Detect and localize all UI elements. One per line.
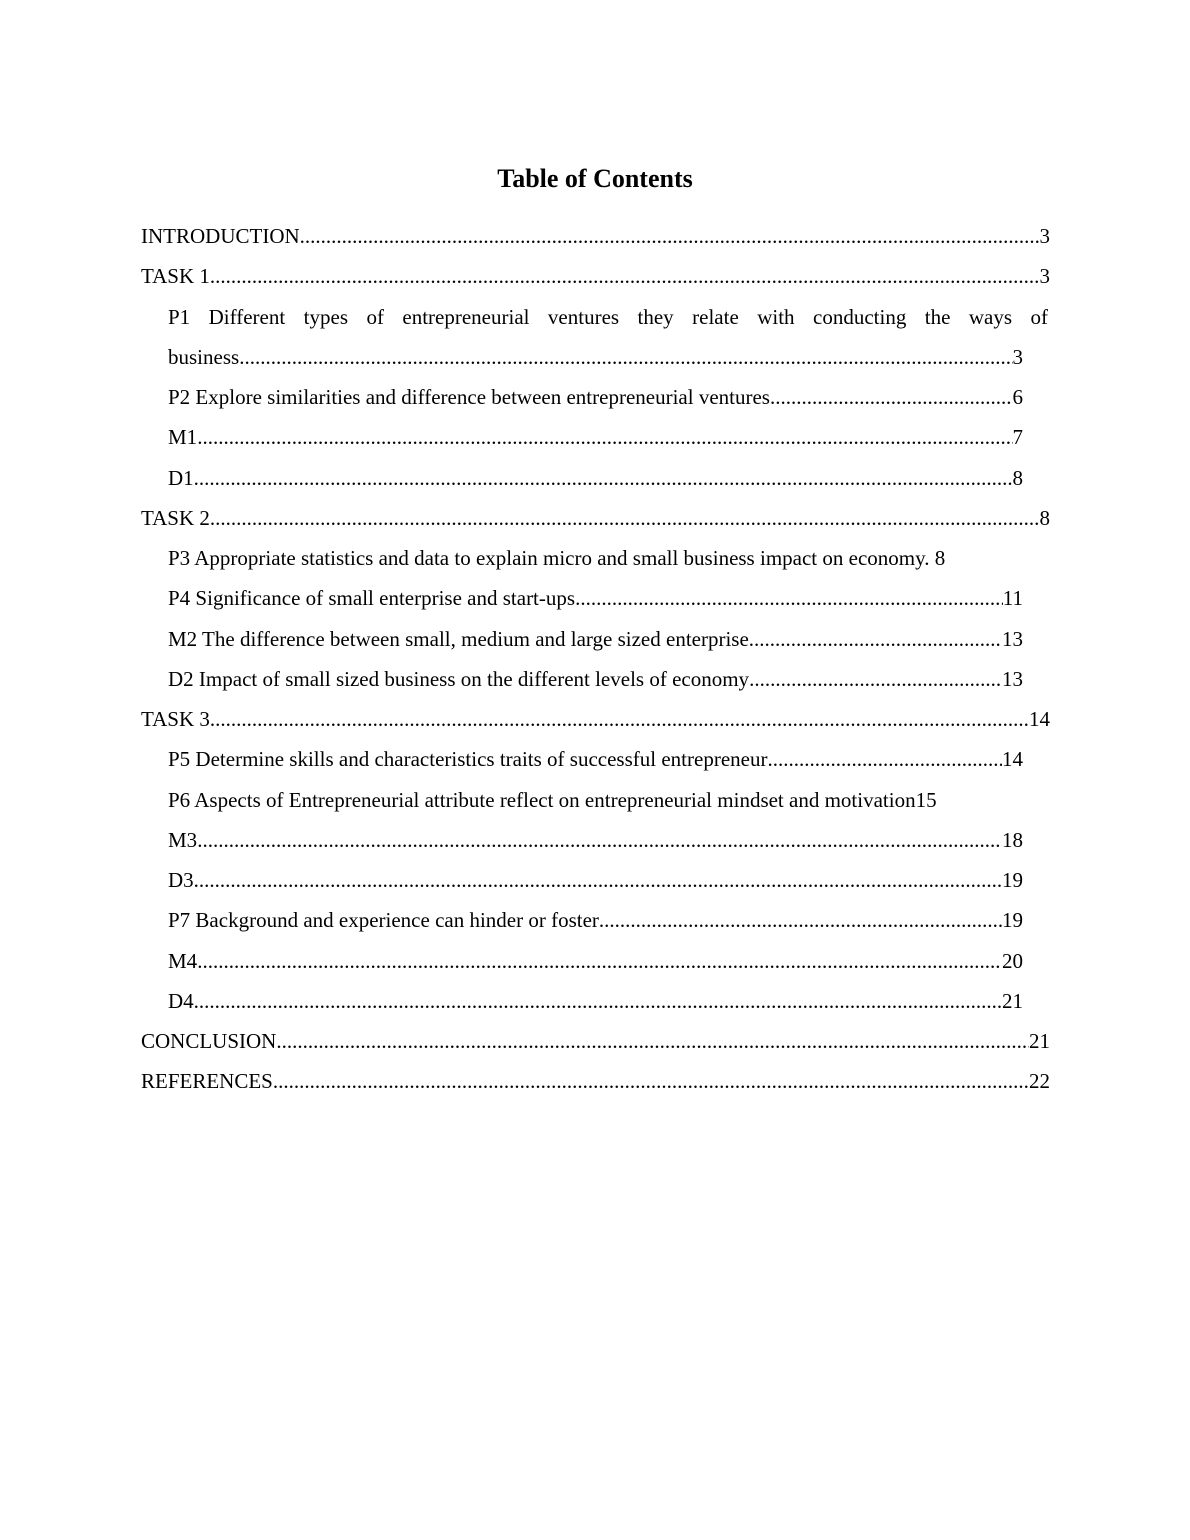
toc-page-number: 7 (1012, 425, 1023, 450)
toc-entry-task-1[interactable] (141, 256, 1050, 296)
toc-entry-d1[interactable] (168, 458, 1023, 498)
toc-page-number: 22 (1029, 1069, 1050, 1094)
toc-page-number: 21 (1029, 1029, 1050, 1053)
toc-entry-label: TASK 3 (141, 707, 210, 731)
toc-entry-label-line1: P1 Different types of entrepreneurial ventures they relate with conducting the ways of (168, 304, 1048, 329)
toc-entry-conclusion[interactable] (141, 1021, 1050, 1061)
toc-entry-p3[interactable] (168, 538, 1034, 578)
toc-entry-m2[interactable] (168, 619, 1023, 659)
toc-entry-task-3[interactable] (141, 699, 1050, 739)
toc-page-number: 8 (934, 546, 946, 570)
toc-entry-d3[interactable] (168, 860, 1023, 900)
toc-entry-p7[interactable] (168, 900, 1023, 940)
toc-page-number: 20 (1002, 948, 1023, 973)
toc-list (0, 216, 1190, 1102)
toc-entry-label: TASK 1 (141, 264, 210, 289)
toc-entry-p5[interactable] (168, 739, 1023, 779)
dot-leader (194, 458, 1013, 498)
toc-page-number: 19 (1002, 908, 1023, 933)
toc-entry-label: M3 (168, 827, 198, 852)
toc-entry-label: INTRODUCTION (141, 224, 300, 248)
dot-leader (767, 739, 1002, 779)
toc-entry-m1[interactable] (168, 417, 1023, 457)
dot-leader (194, 860, 1002, 900)
toc-entry-label: CONCLUSION (141, 1029, 277, 1053)
toc-entry-label: P4 Significance of small enterprise and start-ups (168, 586, 576, 611)
toc-page-number: 18 (1002, 827, 1023, 852)
toc-page-number: 15 (915, 787, 937, 812)
toc-entry-label: P3 Appropriate statistics and data to explain micro and small business impact on economy. (168, 546, 930, 570)
toc-page-number: 3 (1039, 224, 1050, 248)
toc-title: Table of Contents (497, 164, 693, 193)
dot-leader (770, 377, 1013, 417)
dot-leader (575, 578, 1003, 618)
toc-entry-label: M4 (168, 948, 198, 973)
dot-leader (194, 981, 1002, 1021)
toc-entry-label: P5 Determine skills and characteristics traits of successful entrepreneur (168, 747, 768, 772)
toc-entry-label: TASK 2 (141, 505, 210, 530)
toc-page-number: 21 (1002, 988, 1023, 1013)
toc-page-number: 13 (1002, 666, 1023, 691)
toc-entry-label: P2 Explore similarities and difference between entrepreneurial ventures (168, 385, 770, 409)
toc-entry-label: business (168, 344, 240, 369)
toc-entry-p4[interactable] (168, 578, 1023, 618)
dot-leader (197, 417, 1012, 457)
toc-entry-references[interactable] (141, 1061, 1050, 1101)
dot-leader (599, 900, 1002, 940)
dot-leader (749, 659, 1002, 699)
toc-page-number: 13 (1002, 626, 1023, 651)
toc-entry-label: D4 (168, 988, 194, 1013)
toc-entry-d4[interactable] (168, 981, 1023, 1021)
toc-page-number: 14 (1029, 707, 1050, 731)
dot-leader (210, 699, 1029, 739)
toc-entry-label: D1 (168, 465, 194, 490)
toc-entry-introduction[interactable] (141, 216, 1050, 256)
toc-page-number: 6 (1012, 385, 1023, 409)
toc-page-number: 8 (1039, 505, 1050, 530)
toc-page-number: 11 (1002, 586, 1023, 611)
dot-leader (749, 619, 1002, 659)
dot-leader (276, 1021, 1029, 1061)
toc-entry-p1[interactable] (168, 297, 1048, 378)
dot-leader (210, 256, 1040, 296)
toc-entry-m4[interactable] (168, 941, 1023, 981)
dot-leader (239, 337, 1012, 377)
toc-entry-m3[interactable] (168, 820, 1023, 860)
toc-page-number: 8 (1012, 465, 1023, 490)
toc-entry-label: REFERENCES (141, 1069, 273, 1094)
dot-leader (210, 498, 1040, 538)
toc-entry-d2[interactable] (168, 659, 1023, 699)
toc-page-number: 14 (1002, 747, 1023, 772)
toc-entry-label: D3 (168, 868, 194, 892)
dot-leader (273, 1061, 1029, 1101)
dot-leader (197, 941, 1002, 981)
toc-entry-label: D2 Impact of small sized business on the different levels of economy (168, 666, 750, 691)
toc-page-number: 3 (1039, 264, 1050, 289)
toc-entry-label: P7 Background and experience can hinder or foster (168, 908, 599, 933)
toc-entry-task-2[interactable] (141, 498, 1050, 538)
toc-page-number: 3 (1012, 344, 1023, 369)
dot-leader (300, 216, 1040, 256)
toc-page-number: 19 (1002, 868, 1023, 892)
toc-entry-label: M1 (168, 425, 198, 450)
toc-entry-label: P6 Aspects of Entrepreneurial attribute reflect on entrepreneurial mindset and motivation (168, 787, 916, 812)
dot-leader (197, 820, 1002, 860)
toc-entry-p6[interactable] (168, 780, 1023, 820)
toc-entry-label: M2 The difference between small, medium and large sized enterprise (168, 626, 749, 651)
toc-entry-p2[interactable] (168, 377, 1023, 417)
